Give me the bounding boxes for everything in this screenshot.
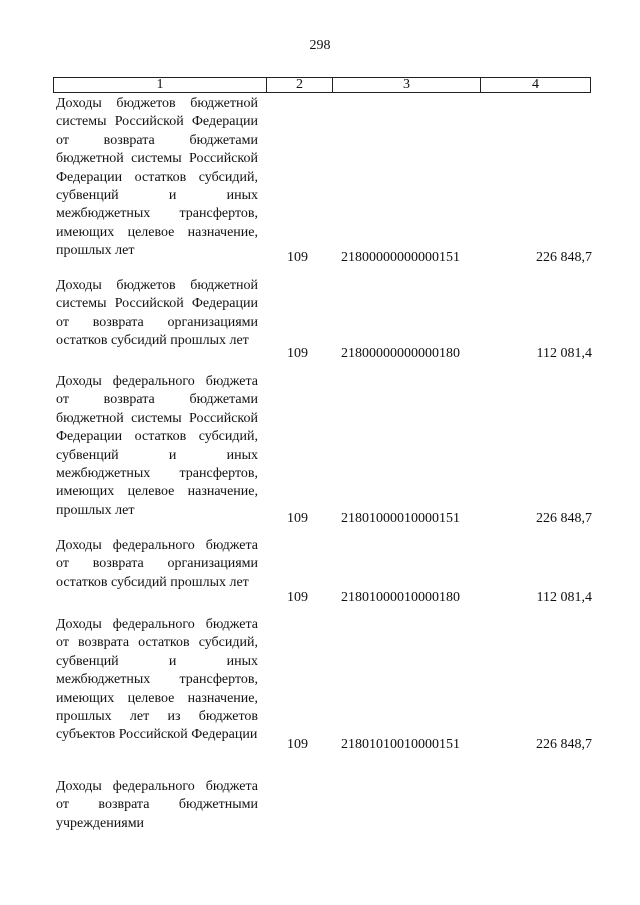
- row-admin-code: 109: [287, 737, 308, 752]
- row-admin-code: 109: [287, 346, 308, 361]
- row-kbk-code: 21801000010000151: [341, 511, 460, 526]
- row-admin-code: 109: [287, 590, 308, 605]
- row-kbk-code: 21800000000000151: [341, 250, 460, 265]
- row-kbk-code: 21801010010000151: [341, 737, 460, 752]
- row-amount: 226 848,7: [536, 250, 592, 265]
- row-description: Доходы федерального бюджета от возврата остатков субсидий, субвенций и иных межбюджетных трансфертов, имеющих целевое назначение, прошлых лет из бюджетов субъектов Российской Федерации: [56, 617, 258, 743]
- row-kbk-code: 21801000010000180: [341, 590, 460, 605]
- row-amount: 226 848,7: [536, 511, 592, 526]
- row-amount: 226 848,7: [536, 737, 592, 752]
- header-col-1: 1: [54, 78, 267, 92]
- row-description: Доходы бюджетов бюджетной системы Российской Федерации от возврата организациями остатков субсидий прошлых лет: [56, 278, 258, 349]
- header-col-4: 4: [532, 77, 539, 92]
- row-amount: 112 081,4: [536, 346, 592, 361]
- row-description: Доходы бюджетов бюджетной системы Российской Федерации от возврата бюджетами бюджетной системы Российской Федерации остатков субсидий, субвенций и иных межбюджетных трансфертов, имеющих целевое назначение, прошлых лет: [56, 96, 258, 259]
- row-admin-code: 109: [287, 511, 308, 526]
- row-admin-code: 109: [287, 250, 308, 265]
- row-amount: 112 081,4: [536, 590, 592, 605]
- row-kbk-code: 21800000000000180: [341, 346, 460, 361]
- row-description: Доходы федерального бюджета от возврата организациями остатков субсидий прошлых лет: [56, 538, 258, 590]
- page-number: 298: [309, 38, 331, 53]
- table-header: [53, 77, 591, 93]
- row-description: Доходы федерального бюджета от возврата бюджетами бюджетной системы Российской Федерации остатков субсидий, субвенций и иных межбюджетных трансфертов, имеющих целевое назначение, прошлых лет: [56, 374, 258, 518]
- header-col-3: 3: [333, 78, 481, 92]
- row-description: Доходы федерального бюджета от возврата бюджетными учреждениями: [56, 779, 258, 831]
- header-col-2: 2: [267, 78, 333, 92]
